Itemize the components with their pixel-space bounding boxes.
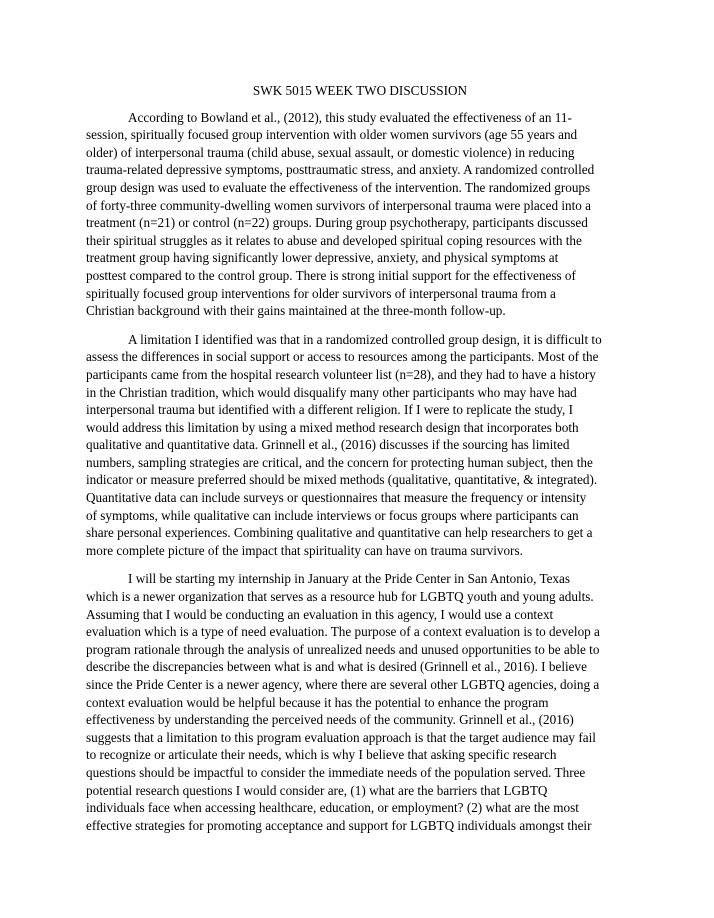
text-line: older) of interpersonal trauma (child abuse, sexual assault, or domestic violence) in reducing bbox=[86, 144, 575, 160]
document-body bbox=[86, 82, 634, 845]
text-line: effective strategies for promoting acceptance and support for LGBTQ individuals amongst their bbox=[86, 817, 592, 833]
text-line: spiritually focused group interventions for older survivors of interpersonal trauma from a bbox=[86, 285, 556, 301]
text-line: since the Pride Center is a newer agency, where there are several other LGBTQ agencies, doing a bbox=[86, 677, 600, 692]
text-line: posttest compared to the control group. There is strong initial support for the effectiveness of bbox=[86, 267, 576, 283]
text-line: share personal experiences. Combining qualitative and quantitative can help researchers to get a bbox=[86, 525, 593, 541]
text-line: I will be starting my internship in January at the Pride Center in San Antonio, Texas bbox=[128, 571, 571, 587]
text-line: of forty-three community-dwelling women survivors of interpersonal trauma were placed into a bbox=[86, 197, 591, 213]
text-line: context evaluation would be helpful because it has the potential to enhance the program bbox=[86, 694, 549, 710]
text-line: treatment (n=21) or control (n=22) groups. During group psychotherapy, participants discussed bbox=[86, 215, 588, 231]
text-line: effectiveness by understanding the perceived needs of the community. Grinnell et al., (2016) bbox=[86, 712, 574, 728]
text-line: which is a newer organization that serves as a resource hub for LGBTQ youth and young adults. bbox=[86, 589, 594, 605]
text-line: group design was used to evaluate the effectiveness of the intervention. The randomized groups bbox=[86, 179, 591, 195]
paragraph-1 bbox=[86, 109, 634, 320]
text-line: assess the differences in social support or access to resources among the participants. Most of the bbox=[86, 349, 599, 365]
text-line: in the Christian tradition, which would disqualify many other participants who may have had bbox=[86, 384, 577, 400]
text-line: more complete picture of the impact that spirituality can have on trauma survivors. bbox=[86, 542, 523, 558]
text-line: would address this limitation by using a mixed method research design that incorporates both bbox=[86, 419, 579, 435]
text-line: program rationale through the analysis of unrealized needs and unused opportunities to be able to bbox=[86, 641, 600, 657]
paragraph-3 bbox=[86, 570, 634, 834]
document-title: SWK 5015 WEEK TWO DISCUSSION bbox=[252, 83, 468, 98]
text-line: Assuming that I would be conducting an evaluation in this agency, I would use a context bbox=[86, 606, 554, 622]
text-line: their spiritual struggles as it relates to abuse and developed spiritual coping resources with the bbox=[86, 232, 582, 248]
text-line: evaluation which is a type of need evaluation. The purpose of a context evaluation is to develop a bbox=[86, 624, 600, 640]
text-line: trauma-related depressive symptoms, posttraumatic stress, and anxiety. A randomized controlled bbox=[86, 162, 595, 178]
text-line: numbers, sampling strategies are critical, and the concern for protecting human subject, then the bbox=[86, 454, 593, 470]
paragraph-2 bbox=[86, 331, 634, 560]
text-line: to recognize or articulate their needs, which is why I believe that asking specific research bbox=[86, 747, 557, 763]
text-line: Quantitative data can include surveys or questionnaires that measure the frequency or intensity bbox=[86, 490, 587, 506]
text-line: A limitation I identified was that in a randomized controlled group design, it is difficult to bbox=[128, 331, 602, 347]
text-line: According to Bowland et al., (2012), this study evaluated the effectiveness of an 11- bbox=[128, 109, 572, 125]
text-line: interpersonal trauma but identified with a different religion. If I were to replicate the study, I bbox=[86, 402, 574, 418]
text-line: session, spiritually focused group intervention with older women survivors (age 55 years and bbox=[86, 127, 578, 143]
text-line: qualitative and quantitative data. Grinnell et al., (2016) discusses if the sourcing has limited bbox=[86, 437, 570, 453]
text-line: indicator or measure preferred should be mixed methods (qualitative, quantitative, & integrated). bbox=[86, 472, 598, 488]
text-line: questions should be impactful to consider the immediate needs of the population served. Three bbox=[86, 764, 586, 780]
text-line: participants came from the hospital research volunteer list (n=28), and they had to have a history bbox=[86, 366, 596, 382]
text-line: describe the discrepancies between what is and what is desired (Grinnell et al., 2016). I believe bbox=[86, 659, 587, 675]
text-line: individuals face when accessing healthcare, education, or employment? (2) what are the most bbox=[86, 800, 579, 816]
text-line: suggests that a limitation to this program evaluation approach is that the target audience may fail bbox=[86, 729, 596, 745]
text-line: of symptoms, while qualitative can include interviews or focus groups where participants can bbox=[86, 507, 579, 523]
text-line: treatment group having significantly lower depressive, anxiety, and physical symptoms at bbox=[86, 250, 559, 266]
text-line: potential research questions I would consider are, (1) what are the barriers that LGBTQ bbox=[86, 782, 548, 798]
text-line: Christian background with their gains maintained at the three-month follow-up. bbox=[86, 303, 506, 319]
